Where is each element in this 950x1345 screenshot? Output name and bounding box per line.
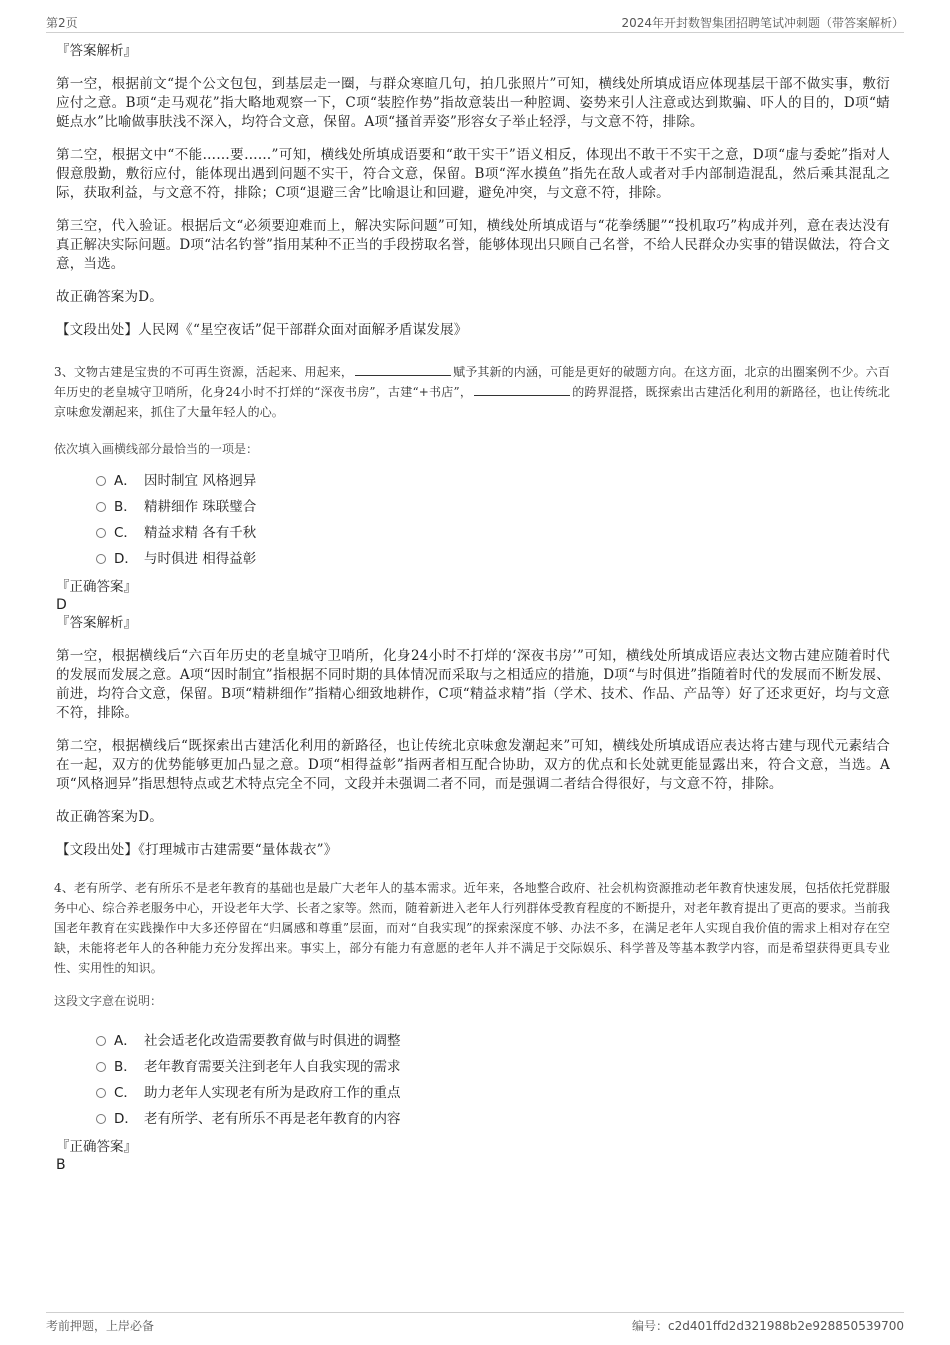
question-3-stem: 3、文物古建是宝贵的不可再生资源，活起来、用起来， 赋予其新的内涵，可能是更好的破题方向。在这方面，北京的出圈案例不少。六百年历史的老皇城守卫哨所，化身24小时不打烊的“深夜书房”，古建“+书店”， 的跨界混搭，既探索出古建活化利用的新路径，也让传统北京味愈发潮起来，抓住了大量年轻人的心。 (54, 362, 890, 422)
option-d[interactable]: D． 与时俱进 相得益彰 (96, 546, 890, 572)
radio-icon[interactable] (96, 502, 106, 512)
option-a[interactable]: A． 因时制宜 风格迥异 (96, 468, 890, 494)
document-title: 2024年开封数智集团招聘笔试冲刺题（带答案解析） (621, 16, 904, 30)
analysis-paragraph-3: 第三空，代入验证。根据后文“必须要迎难而上，解决实际问题”可知，横线处所填成语与“花拳绣腿”“投机取巧”构成并列，意在表达没有真正解决实际问题。D项“沽名钓誉”指用某种不正当的手段捞取名誉，能够体现出只顾自己名誉，不给人民群众办实事的错误做法，符合文意，当选。 (56, 218, 890, 272)
conclusion: 故正确答案为D。 (56, 809, 163, 825)
radio-icon[interactable] (96, 1088, 106, 1098)
conclusion: 故正确答案为D。 (56, 289, 163, 305)
correct-answer-label: 『正确答案』 (56, 1139, 137, 1155)
analysis-paragraph-2: 第二空，根据横线后“既探索出古建活化利用的新路径，也让传统北京味愈发潮起来”可知，横线处所填成语应表达将古建与现代元素结合在一起，双方的优势能够更加凸显之意。D项“相得益彰”指两者相互配合协助，双方的优点和长处就更能显露出来，符合文意，当选。A项“风格迥异”指思想特点或艺术特点完全不同，文段并未强调二者不同，而是强调二者结合得很好，与文意不符，排除。 (56, 738, 890, 792)
analysis-paragraph-1: 第一空，根据前文“提个公文包包，到基层走一圈，与群众寒暄几句，拍几张照片”可知，横线处所填成语应体现基层干部不做实事，敷衍应付之意。B项“走马观花”指大略地观察一下，C项“装腔作势”指故意装出一种腔调、姿势来引人注意或达到欺骗、吓人的目的，D项“蜻蜓点水”比喻做事肤浅不深入，均符合文意，保留。A项“搔首弄姿”形容女子举止轻浮，与文意不符，排除。 (56, 76, 890, 130)
radio-icon[interactable] (96, 1062, 106, 1072)
page-content (56, 42, 890, 1174)
analysis-label: 『答案解析』 (56, 43, 137, 59)
document-code: 编号：c2d401ffd2d321988b2e928850539700 (632, 1319, 904, 1333)
radio-icon[interactable] (96, 1114, 106, 1124)
option-a[interactable]: A． 社会适老化改造需要教育做与时俱进的调整 (96, 1028, 890, 1054)
question-3-prompt: 依次填入画横线部分最恰当的一项是： (54, 442, 259, 456)
analysis-paragraph-2: 第二空，根据文中“不能……要……”可知，横线处所填成语要和“敢干实干”语义相反，体现出不敢干不实干之意，D项“虚与委蛇”指对人假意殷勤，敷衍应付，能体现出遇到问题不实干，符合文意，保留。B项“浑水摸鱼”指先在敌人或者对手内部制造混乱，然后乘其混乱之际，获取利益，与文意不符，排除；C项“退避三舍”比喻退让和回避，避免冲突，与文意不符，排除。 (56, 147, 890, 201)
blank-line (355, 362, 451, 376)
blank-line (474, 382, 570, 396)
source-citation: 【文段出处】人民网《“星空夜话”促干部群众面对面解矛盾谋发展》 (56, 322, 468, 338)
radio-icon[interactable] (96, 1036, 106, 1046)
radio-icon[interactable] (96, 528, 106, 538)
page-footer (46, 1312, 904, 1337)
page-number: 第2页 (46, 16, 78, 30)
question-3-options (96, 468, 890, 572)
option-c[interactable]: C． 精益求精 各有千秋 (96, 520, 890, 546)
question-4-options (96, 1028, 890, 1132)
option-b[interactable]: B． 精耕细作 珠联璧合 (96, 494, 890, 520)
question-4-prompt: 这段文字意在说明： (54, 994, 163, 1008)
option-b[interactable]: B． 老年教育需要关注到老年人自我实现的需求 (96, 1054, 890, 1080)
correct-answer: B (56, 1157, 66, 1173)
radio-icon[interactable] (96, 476, 106, 486)
page-header (46, 10, 904, 33)
question-4-stem: 4、老有所学、老有所乐不是老年教育的基础也是最广大老年人的基本需求。近年来，各地整合政府、社会机构资源推动老年教育快速发展，包括依托党群服务中心、综合养老服务中心，开设老年大学、长者之家等。然而，随着新进入老年人行列群体受教育程度的不断提升，对老年教育提出了更高的要求。当前我国老年教育在实践操作中大多还停留在“归属感和尊重”层面，而对“自我实现”的探索深度不够、办法不多，在满足老年人实现自我价值的需求上相对存在空缺，未能将老年人的各种能力充分发挥出来。事实上，部分有能力有意愿的老年人并不满足于交际娱乐、科学普及等基本教学内容，而是希望获得更具专业性、实用性的知识。 (54, 881, 890, 975)
correct-answer: D (56, 597, 67, 613)
analysis-label: 『答案解析』 (56, 615, 137, 631)
option-c[interactable]: C． 助力老年人实现老有所为是政府工作的重点 (96, 1080, 890, 1106)
source-citation: 【文段出处】《打理城市古建需要“量体裁衣”》 (56, 842, 338, 858)
option-d[interactable]: D． 老有所学、老有所乐不再是老年教育的内容 (96, 1106, 890, 1132)
footer-motto: 考前押题，上岸必备 (46, 1319, 155, 1333)
analysis-paragraph-1: 第一空，根据横线后“六百年历史的老皇城守卫哨所，化身24小时不打烊的‘深夜书房’”可知，横线处所填成语应表达文物古建应随着时代的发展而发展之意。A项“因时制宜”指根据不同时期的具体情况而采取与之相适应的措施，D项“与时俱进”指随着时代的发展而不断发展、前进，均符合文意，保留。B项“精耕细作”指精心细致地耕作，C项“精益求精”指（学术、技术、作品、产品等）好了还求更好，均与文意不符，排除。 (56, 648, 890, 721)
radio-icon[interactable] (96, 554, 106, 564)
correct-answer-label: 『正确答案』 (56, 579, 137, 595)
